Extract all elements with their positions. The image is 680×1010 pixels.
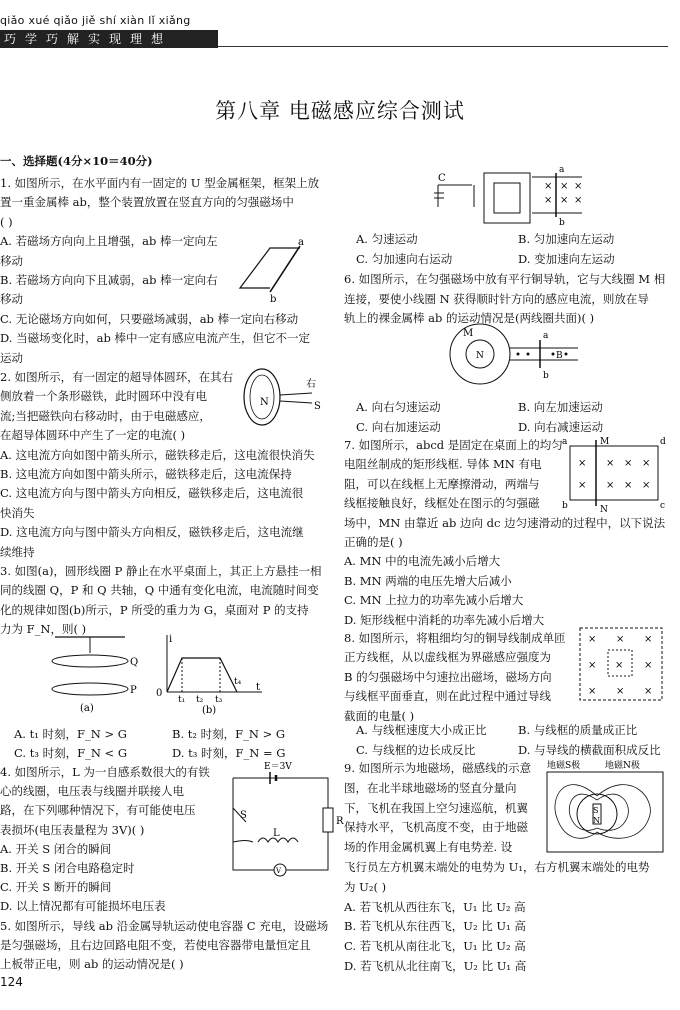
page-title: 第八章 电磁感应综合测试 <box>215 99 465 123</box>
text-line: B. MN 两端的电压先增大后减小 <box>344 573 512 588</box>
option: C. 与线框的边长成反比 <box>356 742 476 757</box>
svg-text:×: × <box>606 480 615 491</box>
q4-label-r: R <box>336 816 344 827</box>
q6-figure <box>448 320 588 390</box>
text-line: 电阻丝制成的矩形线框. 导体 MN 有电 <box>344 457 542 472</box>
q4-label-l: L <box>273 828 280 839</box>
svg-text:×: × <box>544 195 553 206</box>
q5-figure <box>432 167 592 229</box>
q4-figure <box>228 760 344 880</box>
q7-label-b: b <box>562 501 568 511</box>
q5-label-a: a <box>559 165 565 175</box>
text-line: 6. 如图所示，在匀强磁场中放有平行铜导轨，它与大线圈 M 相 <box>344 272 666 286</box>
q9-label-n: N <box>593 816 600 825</box>
text-line: D. 若飞机从北往南飞，U₂ 比 U₁ 高 <box>344 959 527 973</box>
text-line: A. MN 中的电流先减小后增大 <box>344 554 501 569</box>
svg-text:×: × <box>588 634 597 645</box>
svg-text:×: × <box>624 480 633 491</box>
q9-label-s: S <box>593 806 599 815</box>
text-line: 续维持 <box>0 544 35 559</box>
text-line: C. 开关 S 断开的瞬间 <box>0 880 112 895</box>
q3-label-i: i <box>169 634 173 645</box>
text-line: 置一重金属棒 ab，整个装置放置在竖直方向的匀强磁场中 <box>0 195 294 210</box>
option: A. 匀速运动 <box>356 232 418 246</box>
text-line: ( ) <box>0 214 13 229</box>
text-line: C. MN 上拉力的功率先减小后增大 <box>344 593 524 608</box>
svg-text:×: × <box>560 181 569 192</box>
q3-figure-b <box>152 630 267 715</box>
q6-label-bfield: B <box>556 351 563 361</box>
text-line: 2. 如图所示，有一固定的超导体圆环，在其右 <box>0 370 234 384</box>
text-line: D. 矩形线框中消耗的功率先减小后增大 <box>344 612 545 627</box>
q3-caption-a: (a) <box>80 703 94 714</box>
q4-label-e: E＝3V <box>264 762 292 772</box>
text-line: C. 这电流方向与图中箭头方向相反，磁铁移走后，这电流很 <box>0 486 304 501</box>
text-line: 保持水平，飞机高度不变，由于地磁 <box>344 820 528 835</box>
text-line: D. 当磁场变化时，ab 棒中一定有感应电流产生，但它不一定 <box>0 331 310 346</box>
svg-text:×: × <box>606 458 615 469</box>
header-slogan: 巧学巧解实现理想 <box>0 30 218 48</box>
q1-label-a: a <box>298 237 304 248</box>
option: C. 向右加速运动 <box>356 419 441 434</box>
svg-text:×: × <box>644 660 653 671</box>
q6-label-n: N <box>476 351 484 361</box>
svg-text:×: × <box>644 634 653 645</box>
text-line: 7. 如图所示，abcd 是固定在桌面上的均匀 <box>344 438 563 452</box>
q3-label-q: Q <box>130 657 139 668</box>
option: B. 匀加速向左运动 <box>518 232 615 246</box>
text-line: D. 以上情况都有可能损坏电压表 <box>0 899 166 914</box>
q9-figure <box>545 758 667 858</box>
q3-label-t4: t₄ <box>234 677 242 687</box>
text-line: 截面的电量( ) <box>344 708 415 723</box>
text-line: 正方线框，从以虚线框为界磁感应强度为 <box>344 650 551 665</box>
svg-text:×: × <box>578 458 587 469</box>
q7-label-n: N <box>600 505 608 515</box>
q3-figure-a <box>35 633 139 714</box>
text-line: B. 开关 S 闭合电路稳定时 <box>0 861 135 875</box>
q3-label-p: P <box>130 685 137 696</box>
option: D. 与导线的横截面积成反比 <box>518 742 661 757</box>
text-line: 移动 <box>0 292 23 307</box>
text-line: 3. 如图(a)，圆形线圈 P 静止在水平桌面上，其正上方悬挂一相 <box>0 564 322 578</box>
svg-text:×: × <box>588 686 597 697</box>
text-line: 场的作用金属机翼上有电势差. 设 <box>344 840 513 855</box>
svg-text:×: × <box>560 195 569 206</box>
q8-figure <box>578 626 666 704</box>
text-line: 上板带正电，则 ab 的运动情况是( ) <box>0 957 184 971</box>
text-line: B 的匀强磁场中匀速拉出磁场，磁场方向 <box>344 669 552 684</box>
text-line: B. 若磁场方向向下且减弱，ab 棒一定向右 <box>0 273 218 287</box>
text-line: A. 这电流方向如图中箭头所示，磁铁移走后，这电流很快消失 <box>0 447 315 462</box>
q3-label-t: t <box>256 682 261 693</box>
text-line: A. 若磁场方向向上且增强，ab 棒一定向左 <box>0 234 218 249</box>
option: A. t₁ 时刻，F_N > G <box>14 727 127 741</box>
q3-label-t3: t₃ <box>215 695 223 705</box>
svg-text:×: × <box>644 686 653 697</box>
svg-text:×: × <box>615 660 624 671</box>
page-number: 124 <box>0 975 23 989</box>
text-line: 1. 如图所示，在水平面内有一固定的 U 型金属框架，框架上放 <box>0 176 320 190</box>
option: B. 与线框的质量成正比 <box>518 723 638 737</box>
text-line: 轨上的裸金属棒 ab 的运动情况是(两线圈共面)( ) <box>344 311 595 325</box>
text-line: 同的线圈 Q，P 和 Q 共轴，Q 中通有变化电流，电流随时间变 <box>0 583 319 598</box>
q4-label-v: V <box>276 867 282 875</box>
text-line: 图，在北半球地磁场的竖直分量向 <box>344 780 517 795</box>
q3-label-t2: t₂ <box>196 695 204 705</box>
option: C. t₃ 时刻，F_N < G <box>14 746 128 760</box>
header-pinyin: qiǎo xué qiǎo jiě shí xiàn lǐ xiǎng <box>0 14 191 27</box>
text-line: 表损坏(电压表量程为 3V)( ) <box>0 822 145 837</box>
q2-label-n: N <box>260 397 269 408</box>
q6-label-m: M <box>463 328 474 339</box>
text-line: 下，飞机在我国上空匀速巡航，机翼 <box>344 800 528 815</box>
q2-figure <box>240 365 325 430</box>
q2-label-right: 右 <box>306 379 316 390</box>
q1-figure <box>240 237 320 305</box>
q9-label-geo-s: 地磁S极 <box>547 761 581 771</box>
q2-label-s: S <box>314 401 321 412</box>
svg-text:×: × <box>616 634 625 645</box>
q5-label-c: C <box>438 173 446 184</box>
svg-text:×: × <box>624 458 633 469</box>
text-line: 阻，可以在线框上无摩擦滑动，两端与 <box>344 476 540 491</box>
text-line: A. 开关 S 闭合的瞬间 <box>0 841 112 856</box>
option: C. 匀加速向右运动 <box>356 251 453 266</box>
q5-label-b: b <box>559 218 565 228</box>
q7-label-a: a <box>562 437 568 447</box>
q4-label-switch: S <box>240 810 247 821</box>
text-line: A. 若飞机从西往东飞，U₁ 比 U₂ 高 <box>344 899 526 914</box>
option: B. t₂ 时刻，F_N > G <box>172 727 286 741</box>
header-rule <box>218 46 668 47</box>
text-line: 连接，要使小线圈 N 获得顺时针方向的感应电流，则放在导 <box>344 291 649 306</box>
text-line: 流;当把磁铁向右移动时，由于电磁感应， <box>0 408 211 423</box>
text-line: 心的线圈，电压表与线圈并联接人电 <box>0 784 184 799</box>
text-line: D. 这电流方向与图中箭头方向相反，磁铁移走后，这电流继 <box>0 525 304 540</box>
q7-label-d: d <box>660 437 666 447</box>
option: A. 与线框速度大小成正比 <box>356 723 487 737</box>
option: D. 变加速向左运动 <box>518 251 615 266</box>
option: D. 向右减速运动 <box>518 419 604 434</box>
text-line: C. 无论磁场方向如何，只要磁场减弱，ab 棒一定向右移动 <box>0 311 299 326</box>
text-line: B. 这电流方向如图中箭头所示，磁铁移走后，这电流保持 <box>0 467 292 481</box>
svg-text:×: × <box>574 195 583 206</box>
text-line: B. 若飞机从东往西飞，U₂ 比 U₁ 高 <box>344 919 526 934</box>
text-line: 线框接触良好，线框处在图示的匀强磁 <box>344 496 540 511</box>
text-line: 是匀强磁场，且右边回路电阻不变，若使电容器带电量恒定且 <box>0 937 311 952</box>
q1-label-b: b <box>270 294 277 305</box>
text-line: 力为 F_N，则( ) <box>0 622 87 637</box>
text-line: 在超导体圆环中产生了一定的电流( ) <box>0 428 186 443</box>
svg-text:×: × <box>574 181 583 192</box>
svg-text:×: × <box>588 660 597 671</box>
text-line: 与线框平面垂直，则在此过程中通过导线 <box>344 689 551 704</box>
q7-label-c: c <box>660 501 666 511</box>
q7-label-m: M <box>600 437 610 447</box>
q3-caption-b: (b) <box>202 705 217 716</box>
text-line: 路，在下列哪种情况下，有可能使电压 <box>0 803 196 818</box>
text-line: 化的规律如图(b)所示，P 所受的重力为 G，桌面对 P 的支持 <box>0 602 309 617</box>
text-line: C. 若飞机从南往北飞，U₁ 比 U₂ 高 <box>344 939 526 954</box>
text-line: 侧放着一个条形磁铁，此时圆环中没有电 <box>0 389 207 404</box>
q3-label-t1: t₁ <box>178 695 186 705</box>
text-line: 场中，MN 由靠近 ab 边向 dc 边匀速滑动的过程中，以下说法 <box>344 515 666 530</box>
svg-text:×: × <box>616 686 625 697</box>
text-line: 8. 如图所示，将粗细均匀的铜导线制成单匝 <box>344 631 566 645</box>
q7-figure <box>560 436 670 515</box>
text-line: 快消失 <box>0 505 35 520</box>
svg-text:×: × <box>642 458 651 469</box>
q9-label-geo-n: 地磁N极 <box>605 761 640 771</box>
text-line: 运动 <box>0 350 23 365</box>
text-line: 飞行员左方机翼末端处的电势为 U₁，右方机翼末端处的电势 <box>344 860 650 874</box>
option: B. 向左加速运动 <box>518 400 603 414</box>
q6-label-b: b <box>543 371 549 381</box>
text-line: 4. 如图所示，L 为一自感系数很大的有铁 <box>0 765 210 779</box>
option: A. 向右匀速运动 <box>356 400 441 414</box>
svg-text:×: × <box>578 480 587 491</box>
text-line: 移动 <box>0 253 23 268</box>
svg-text:×: × <box>642 480 651 491</box>
text-line: 正确的是( ) <box>344 535 403 549</box>
q3-label-zero: 0 <box>156 688 163 699</box>
option: D. t₃ 时刻，F_N = G <box>172 746 286 760</box>
text-line: 为 U₂( ) <box>344 879 387 894</box>
text-line: 5. 如图所示，导线 ab 沿金属导轨运动使电容器 C 充电，设磁场 <box>0 918 329 933</box>
section-heading: 一、选择题(4分×10＝40分) <box>0 154 153 168</box>
svg-text:×: × <box>544 181 553 192</box>
q6-label-a: a <box>543 331 549 341</box>
text-line: 9. 如图所示为地磁场，磁感线的示意 <box>344 761 532 775</box>
